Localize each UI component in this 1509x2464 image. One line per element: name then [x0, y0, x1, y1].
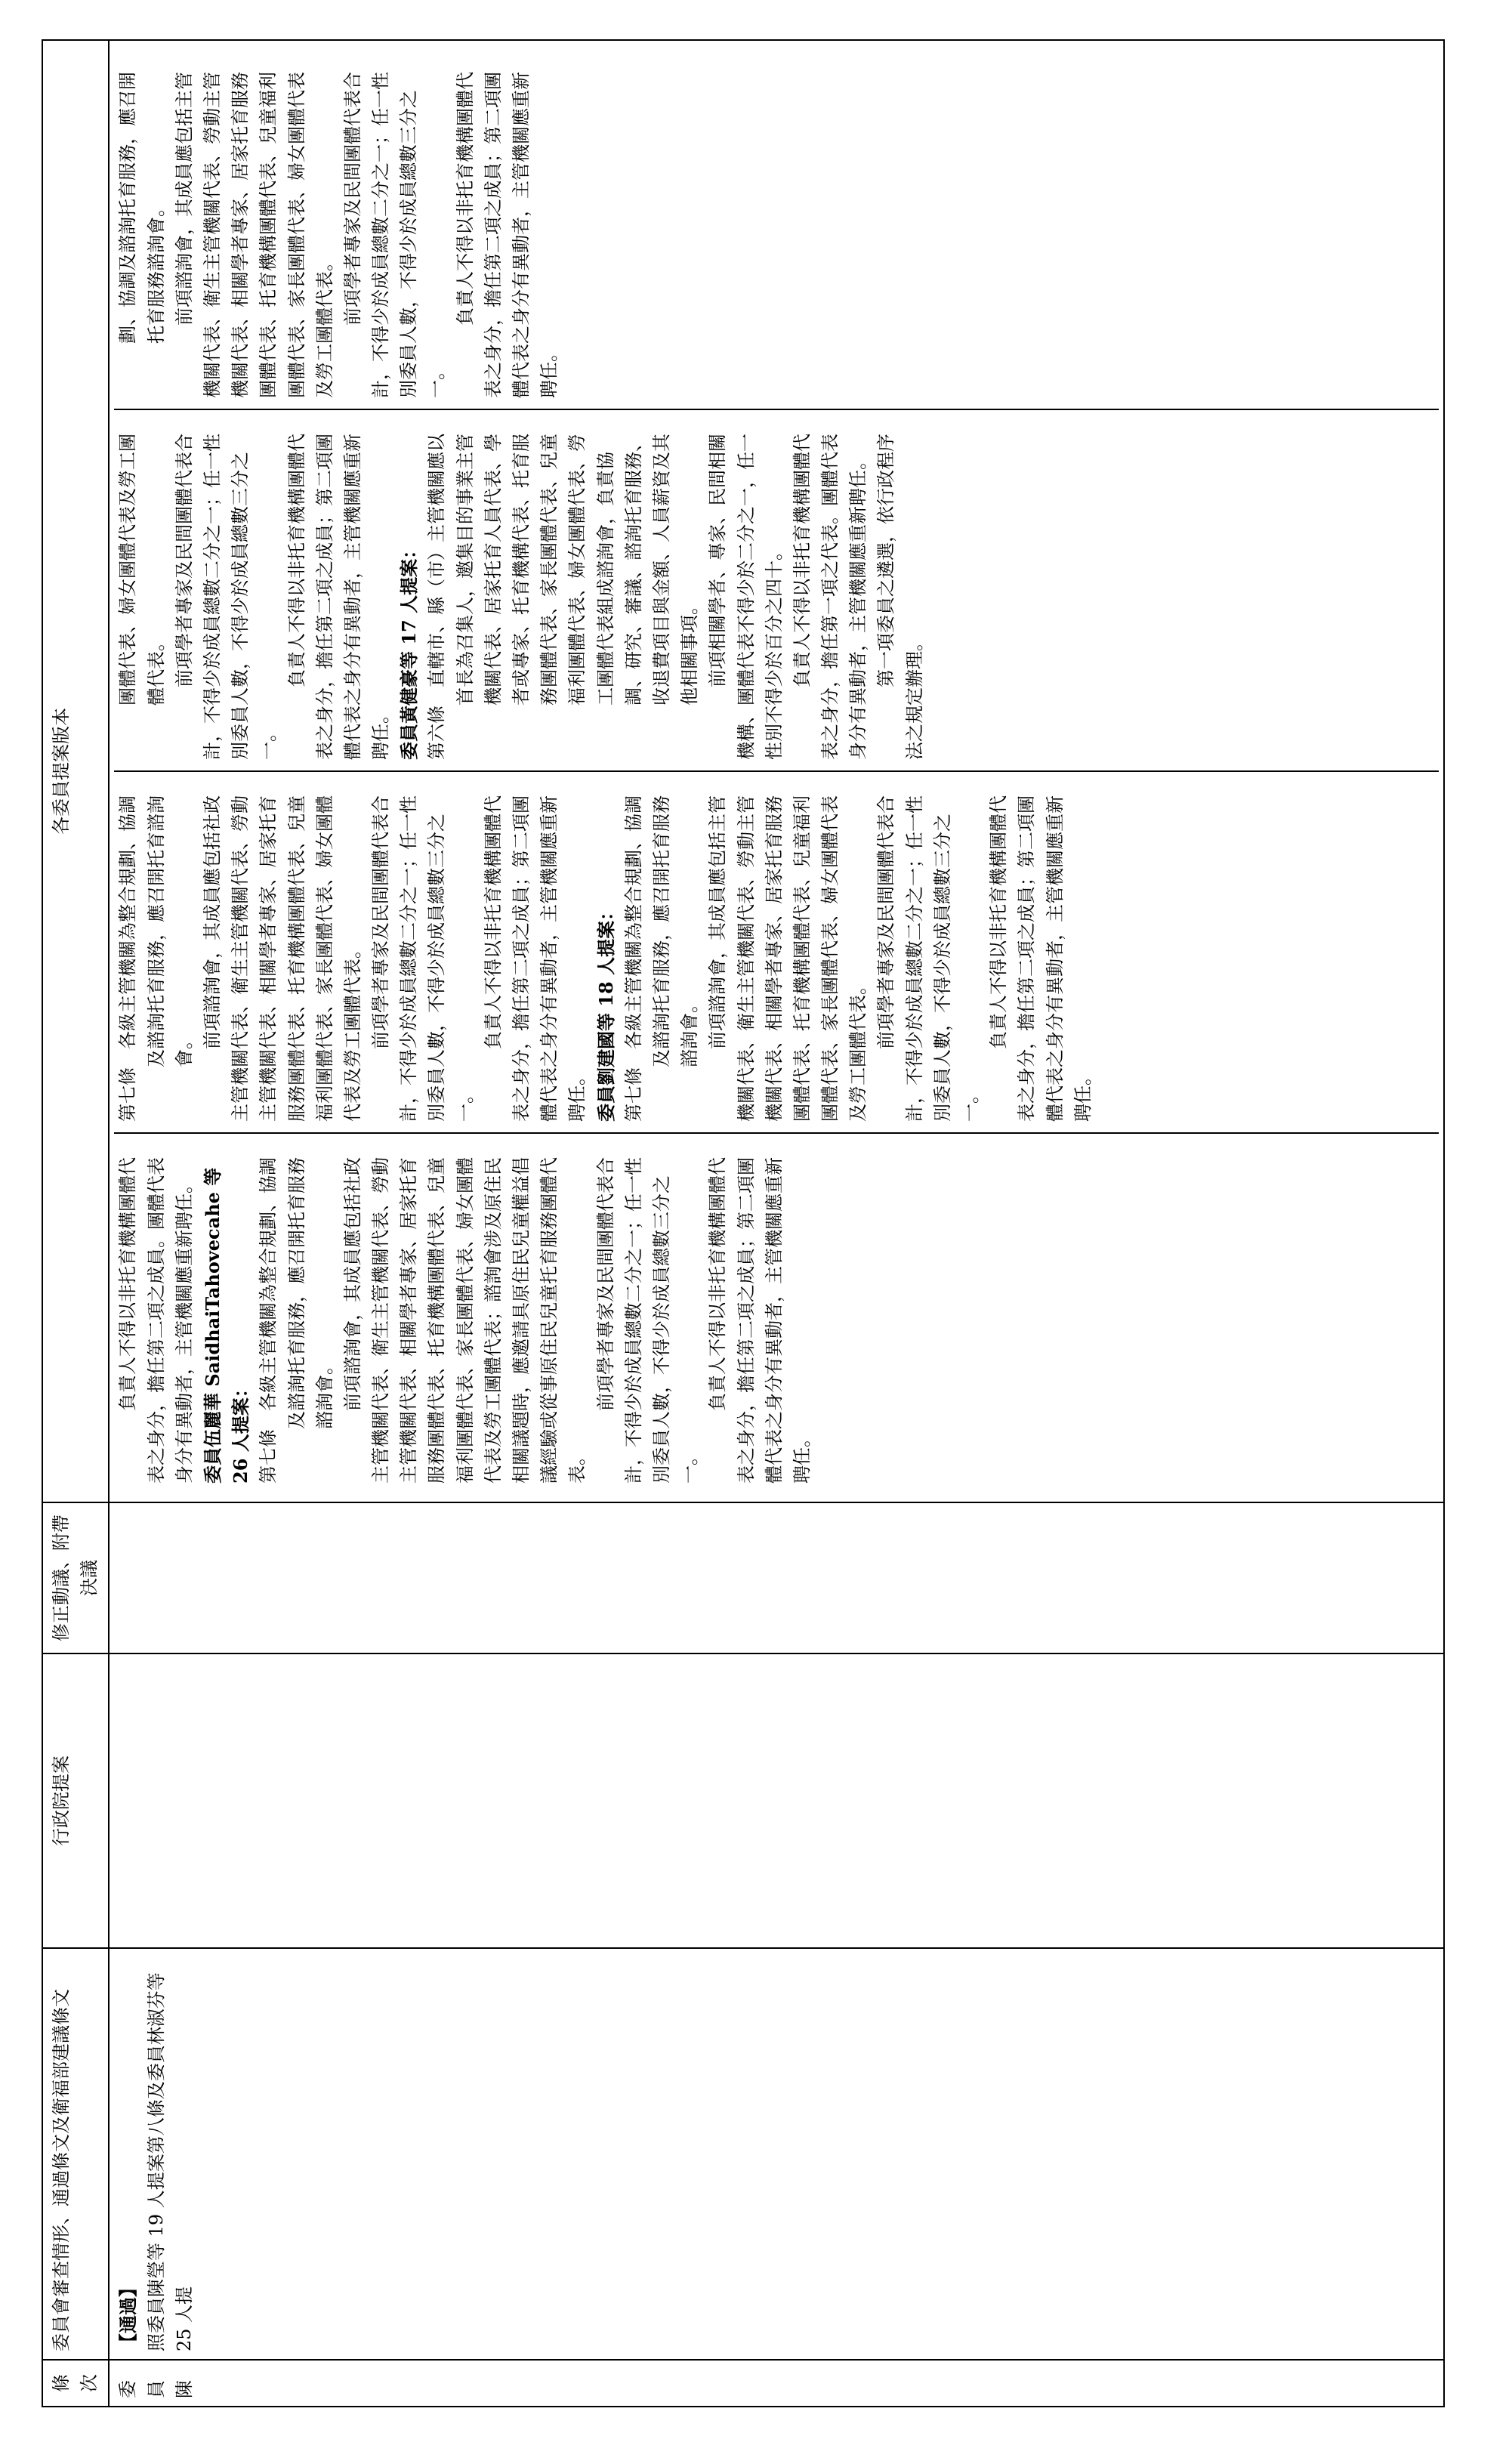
header-executive-proposal: 行政院提案: [42, 1653, 109, 1948]
proposal-paragraph: 第七條 各級主管機關為整合規劃、協調及諮詢托育服務，應召開托育服務諮詢會。: [258, 1157, 335, 1484]
header-article: 條次: [42, 2360, 109, 2407]
proposal-paragraph: 前項相關學者、專家、民間相關機構、團體代表不得少於二分之一，任一性別不得少於百分之四十。: [707, 434, 785, 760]
proposal-paragraph: 前項學者專家及民間團體代表合計，不得少於成員總數二分之一；任一性別委員人數，不得少於成員總數三分之一。: [875, 795, 981, 1122]
proposal-paragraph: 第一項委員之遴選，依行政程序法之規定辦理。: [875, 434, 925, 760]
proposer-heading: 委員伍麗華 SaidhaiTahovecahe 等 26 人提案：: [201, 1167, 252, 1484]
header-amendment-motion: 修正動議、附帶決議: [42, 1502, 109, 1653]
proposal-paragraph: 第六條 直轄市、縣（市）主管機關應以首長為召集人，邀集目的事業主管機關代表、居家托育人員代表、學者或專家、托育機構代表、托育服務團體代表、家長團體代表、兒童福利團體代表、婦女團體代表、勞工團體代表組成諮詢會，負責協調、研究、審議、諮詢托育服務、收退費項目與金額、人員薪資及其他相關事項。: [426, 434, 701, 760]
proposal-paragraph: 負責人不得以非托育機構團體代表之身分，擔任第二項之成員；第二項團體代表之身分有異動者，主管機關應重新聘任。: [482, 795, 588, 1122]
proposal-column-a: [114, 1132, 1439, 1494]
proposer-heading: 委員黃健豪等 17 人提案：: [398, 540, 421, 760]
proposal-paragraph: 負責人不得以非托育機構團體代表之身分，擔任第二項之成員；第二項團體代表之身分有異動者，主管機關應重新聘任。: [285, 434, 392, 760]
proposal-paragraph: 負責人不得以非托育機構團體代表之身分，擔任第二項之成員；第二項團體代表之身分有異動者，主管機關應重新聘任。: [707, 1157, 813, 1484]
header-member-proposals: 各委員提案版本: [42, 40, 109, 1502]
status-badge: 【通過】: [117, 2279, 140, 2351]
header-committee-review: 委員會審查情形、通過條文及衛福部建議條文: [42, 1948, 109, 2360]
proposal-paragraph: 前項諮詢會，其成員應包括社政主管機關代表、衛生主管機關代表、勞動主管機關代表、相關學者專家、居家托育服務團體代表、托育機構團體代表、兒童福利團體代表、家長團體代表、婦女團體代表及勞工團體代表；諮詢會涉及原住民相關議題時，應邀請具原住民兒童權益倡議經驗或從事原住民兒童托育服務團體代表。: [341, 1157, 588, 1484]
header-row: [42, 40, 109, 2407]
member-proposals-columns: [114, 48, 1439, 1494]
proposal-paragraph: 團體代表、婦女團體代表及勞工團體代表。: [117, 434, 167, 706]
proposer-heading: 委員劉建國等 18 人提案：: [594, 902, 617, 1122]
proposal-paragraph: 負責人不得以非托育機構團體代表之身分，擔任第二項之成員；第二項團體代表之身分有異動者，主管機關應重新聘任。: [988, 795, 1094, 1122]
proposal-paragraph: 負責人不得以非托育機構團體代表之身分，擔任第二項之成員；第二項團體代表之身分有異動者，主管機關應重新聘任。: [454, 72, 560, 398]
proposal-paragraph: 負責人不得以非托育機構團體代表之身分，擔任第二項之成員。團體代表身分有異動者，主管機關應重新聘任。: [117, 1157, 195, 1484]
proposal-column-d: [114, 48, 1439, 409]
proposal-column-c: [114, 409, 1439, 770]
proposal-paragraph: 前項諮詢會，其成員應包括主管機關代表、衛生主管機關代表、勞動主管機關代表、相關學者專家、居家托育服務團體代表、托育機構團體代表、兒童福利團體代表、家長團體代表、婦女團體代表及勞工團體代表。: [173, 72, 335, 398]
committee-review-cell: [109, 1948, 1444, 2360]
proposal-paragraph: 前項諮詢會，其成員應包括主管機關代表、衛生主管機關代表、勞動主管機關代表、相關學者專家、居家托育服務團體代表、托育機構團體代表、兒童福利團體代表、家長團體代表、婦女團體代表及勞工團體代表。: [707, 795, 869, 1122]
status-text: 照委員陳瑩等 19 人提案第八條及委員林淑芬等 25 人提: [145, 1972, 195, 2351]
proposal-column-b: [114, 770, 1439, 1132]
proposal-paragraph: 前項學者專家及民間團體代表合計，不得少於成員總數二分之一；任一性別委員人數，不得少於成員總數三分之一。: [341, 72, 448, 398]
amendment-motion-cell: [109, 1502, 1444, 1653]
proposal-paragraph: 第七條 各級主管機關為整合規劃、協調及諮詢托育服務，應召開托育服務諮詢會。: [622, 795, 701, 1122]
member-proposals-cell: [109, 40, 1444, 1502]
proposal-paragraph: 第七條 各級主管機關為整合規劃、協調及諮詢托育服務，應召開托育諮詢會。: [117, 795, 195, 1122]
executive-proposal-cell: [109, 1653, 1444, 1948]
proposal-paragraph: 前項學者專家及民間團體代表合計，不得少於成員總數二分之一；任一性別委員人數，不得少於成員總數三分之一。: [173, 434, 279, 760]
proposal-paragraph: 劃、協調及諮詢托育服務，應召開托育服務諮詢會。: [117, 72, 167, 344]
article-row: [109, 40, 1444, 2407]
proposal-paragraph: 前項諮詢會，其成員應包括社政主管機關代表、衛生主管機關代表、勞動主管機關代表、相關學者專家、居家托育服務團體代表、托育機構團體代表、兒童福利團體代表、家長團體代表、婦女團體代表及勞工團體代表。: [201, 795, 363, 1122]
article-label: 委員陳: [109, 2360, 1444, 2407]
proposal-paragraph: 負責人不得以非托育機構團體代表之身分，擔任第一項之代表。團體代表身分有異動者，主管機關應重新聘任。: [791, 434, 869, 760]
proposal-paragraph: 前項學者專家及民間團體代表合計，不得少於成員總數二分之一；任一性別委員人數，不得少於成員總數三分之一。: [370, 795, 476, 1122]
proposal-paragraph: 前項學者專家及民間團體代表合計，不得少於成員總數二分之一；任一性別委員人數，不得少於成員總數三分之一。: [594, 1157, 701, 1484]
comparison-table: [42, 39, 1445, 2407]
